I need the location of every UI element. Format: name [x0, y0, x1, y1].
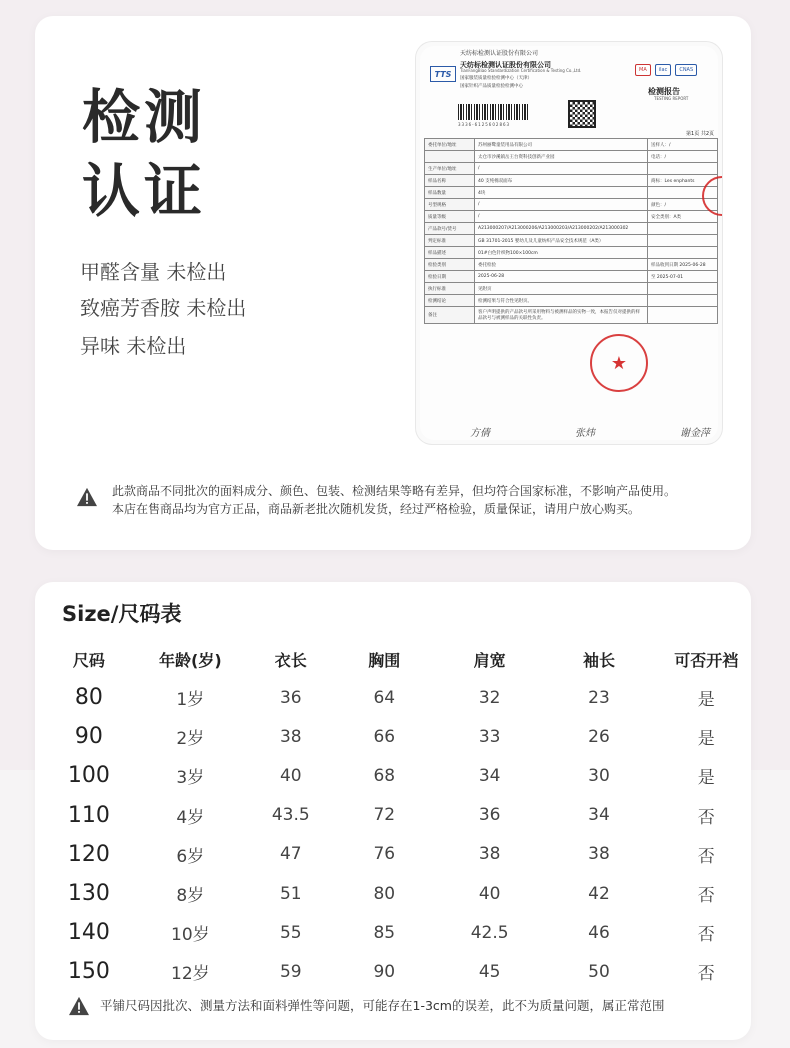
cert-row-extra: 送样人：/ [648, 139, 718, 151]
certificate-paper [420, 46, 718, 440]
size-table-row [52, 678, 752, 717]
size-chart-title: Size/尺码表 [62, 602, 182, 626]
size-table-cell: 140 [67, 920, 110, 946]
cert-row-value: / [475, 199, 648, 211]
batch-notice-line1: 此款商品不同批次的面料成分、颜色、包装、检测结果等略有差异，但均符合国家标准，不影响产品使用。 [112, 484, 677, 498]
header-length: 衣长 [274, 650, 307, 670]
size-table-cell: 43.5 [271, 805, 310, 826]
signature-2: 张炜 [575, 428, 595, 439]
cert-page-number: 第1页 共2页 [686, 131, 714, 137]
cert-row-extra [648, 223, 718, 235]
batch-notice-text [112, 482, 676, 518]
size-table-cell: 90 [373, 961, 396, 982]
cert-row-label: 检测结论 [425, 295, 475, 307]
cnas-mark: CNAS [675, 64, 697, 76]
size-table-cell: 55 [279, 922, 302, 943]
cert-row-value: 01#白色针织物100×100cm [475, 247, 648, 259]
size-table-cell: 38 [478, 844, 501, 865]
size-table-cell: 68 [373, 765, 396, 786]
cert-row-extra: 电话：/ [648, 151, 718, 163]
cert-row [425, 307, 718, 324]
cert-row [425, 259, 718, 271]
signatures [470, 424, 710, 439]
size-table-cell: 85 [373, 922, 396, 943]
batch-notice [76, 482, 744, 518]
cert-row-value: 客户声明提供的产品款号所采用物料与被测样品的实物一致，本报告仅对提供的样品款号与被测样品的关联性负责。 [475, 307, 648, 324]
cert-row [425, 271, 718, 283]
certificate-image [416, 42, 722, 444]
barcode-number: 3336-6125602863 [458, 122, 511, 127]
size-table-cell: 是 [697, 690, 715, 711]
size-table-row [52, 952, 752, 991]
cert-row-extra: 颜色：/ [648, 199, 718, 211]
cert-header-org: 天纺标检测认证股份有限公司 [460, 50, 539, 57]
cert-row-label: 样品名称 [425, 175, 475, 187]
tts-logo: TTS [430, 66, 456, 82]
cert-row-label: 样品数量 [425, 187, 475, 199]
signature-1: 方倩 [470, 428, 490, 439]
report-title: 检测报告 [648, 87, 680, 96]
official-stamp [590, 334, 648, 392]
cert-row-extra [648, 283, 718, 295]
size-table-cell: 72 [373, 805, 396, 826]
cert-row-label: 检验类别 [425, 259, 475, 271]
size-table-cell: 8岁 [176, 886, 205, 907]
size-table-cell: 80 [74, 685, 103, 711]
report-subtitle: TESTING REPORT [654, 96, 689, 101]
size-table-cell: 40 [279, 765, 302, 786]
cert-row-value: 40 支纯棉双面布 [475, 175, 648, 187]
size-table-cell: 100 [67, 763, 110, 789]
size-table-cell: 1岁 [176, 690, 205, 711]
cert-row-value: 见附页 [475, 283, 648, 295]
size-table-cell: 42 [588, 883, 610, 904]
cert-row [425, 163, 718, 175]
cert-row-label: 执行标准 [425, 283, 475, 295]
cert-row [425, 247, 718, 259]
cert-row-extra: 安全类别：A类 [648, 211, 718, 223]
inspection-title-line1: 检测 [82, 83, 207, 151]
cert-row [425, 187, 718, 199]
size-table-cell: 否 [697, 807, 715, 828]
size-table-cell: 否 [697, 886, 715, 907]
cert-row-extra [648, 235, 718, 247]
size-table-row [52, 796, 752, 835]
size-table-cell: 否 [697, 925, 715, 946]
size-table-row [52, 756, 752, 795]
size-table-cell: 130 [67, 881, 110, 907]
header-open-crotch: 可否开裆 [674, 650, 739, 670]
size-table-cell: 59 [279, 961, 302, 982]
cert-table [424, 138, 718, 324]
size-table-cell: 80 [373, 883, 396, 904]
cert-row-extra [648, 295, 718, 307]
size-table-cell: 38 [588, 844, 610, 865]
size-table-cell: 42.5 [470, 922, 509, 943]
size-table-cell: 36 [279, 687, 302, 708]
feature-aromatic-amine: 致癌芳香胺 未检出 [80, 296, 247, 320]
size-table-cell: 120 [67, 841, 110, 867]
size-table-cell: 38 [279, 726, 302, 747]
cert-row-label: 备注 [425, 307, 475, 324]
cert-row-value: 检测结果与符合性见附页。 [475, 295, 648, 307]
size-table-cell: 26 [588, 726, 610, 747]
size-table-cell: 是 [697, 768, 715, 789]
cert-row [425, 283, 718, 295]
cert-row-label: 号型规格 [425, 199, 475, 211]
cert-line2: 国家针织产品质量检验检测中心 [460, 84, 523, 89]
cert-row [425, 175, 718, 187]
inspection-title-line2: 认证 [82, 157, 207, 225]
cert-row-value: 太仓市沙溪镇岳王台资科技创新产业园 [475, 151, 648, 163]
size-table-cell: 47 [279, 844, 302, 865]
size-table-row [52, 835, 752, 874]
size-table-cell: 4岁 [176, 807, 205, 828]
cert-row-label: 检验日期 [425, 271, 475, 283]
size-table-cell: 50 [588, 961, 610, 982]
cert-row [425, 235, 718, 247]
size-table-cell: 46 [588, 922, 610, 943]
size-table-cell: 是 [697, 729, 715, 750]
cert-row-label: 判定标准 [425, 235, 475, 247]
cert-row-value: 4块 [475, 187, 648, 199]
stamp-star-icon: ★ [610, 352, 628, 374]
size-table-cell: 150 [67, 959, 110, 985]
size-table-cell: 34 [478, 765, 501, 786]
cert-row [425, 199, 718, 211]
cert-row-extra: 至 2025-07-01 [648, 271, 718, 283]
cert-row-value: A213000207/A213000206/A213000203/A213000202/A213000302 [475, 223, 648, 235]
header-shoulder: 肩宽 [473, 650, 506, 670]
size-table-header-row [52, 640, 752, 678]
cert-row [425, 211, 718, 223]
size-table-cell: 3岁 [176, 768, 205, 789]
cert-row-extra [648, 247, 718, 259]
signature-3: 谢金萍 [680, 428, 710, 439]
cert-row-label: 产品款号/货号 [425, 223, 475, 235]
size-table-cell: 30 [588, 765, 610, 786]
size-table [52, 640, 752, 992]
cert-line1: 国家服装质量检验检测中心（天津） [460, 76, 532, 81]
feature-odor: 异味 未检出 [80, 334, 187, 358]
size-table-cell: 2岁 [176, 729, 205, 750]
cert-row [425, 151, 718, 163]
size-table-cell: 10岁 [171, 925, 210, 946]
size-table-cell: 否 [697, 964, 715, 985]
size-table-cell: 6岁 [176, 846, 205, 867]
cert-row-value: 委托检验 [475, 259, 648, 271]
header-size: 尺码 [72, 650, 105, 670]
ma-mark: MA [635, 64, 651, 76]
size-table-cell: 32 [478, 687, 501, 708]
cert-row-value: 2025-06-28 [475, 271, 648, 283]
cert-org-name: 天纺标检测认证股份有限公司 [460, 61, 551, 69]
size-table-row [52, 874, 752, 913]
size-table-row [52, 913, 752, 952]
cert-row-value: GB 31701-2015 婴幼儿及儿童纺织产品安全技术规范（A类） [475, 235, 648, 247]
cert-row-extra [648, 307, 718, 324]
size-table-cell: 36 [478, 805, 501, 826]
cert-row-label: 生产单位/地址 [425, 163, 475, 175]
measurement-notice-text: 平铺尺码因批次、测量方法和面料弹性等问题，可能存在1-3cm的误差，此不为质量问题，属正常范围 [100, 998, 665, 1013]
cert-row-label [425, 151, 475, 163]
cert-org-en: TianFangBiao Standardization Certification & Testing Co.,Ltd. [460, 68, 582, 73]
qr-code-icon [568, 100, 596, 128]
size-table-cell: 12岁 [171, 964, 210, 985]
size-table-cell: 51 [279, 883, 302, 904]
size-table-row [52, 717, 752, 756]
cert-row-extra: 商标：Les enphants [648, 175, 718, 187]
inspection-title [82, 80, 206, 228]
measurement-notice [68, 996, 664, 1016]
size-table-cell: 110 [67, 802, 110, 828]
warning-triangle-icon [68, 996, 90, 1016]
cert-row-extra [648, 163, 718, 175]
batch-notice-line2: 本店在售商品均为官方正品，商品新老批次随机发货，经过严格检验，质量保证，请用户放心购买。 [112, 502, 641, 516]
cert-row [425, 223, 718, 235]
barcode-icon [458, 104, 530, 120]
size-table-cell: 64 [373, 687, 396, 708]
cert-row [425, 295, 718, 307]
cert-row-value: 苏州丽鹭童装用品有限公司 [475, 139, 648, 151]
cert-row [425, 139, 718, 151]
cert-marks [635, 64, 697, 76]
size-table-cell: 66 [373, 726, 396, 747]
size-table-cell: 23 [588, 687, 610, 708]
size-table-cell: 否 [697, 846, 715, 867]
warning-triangle-icon [76, 487, 98, 507]
size-table-cell: 45 [478, 961, 501, 982]
cert-row-label: 样品描述 [425, 247, 475, 259]
size-table-cell: 90 [74, 724, 103, 750]
size-table-cell: 34 [588, 805, 610, 826]
ilac-mark: ilac [655, 64, 672, 76]
feature-formaldehyde: 甲醛含量 未检出 [80, 260, 227, 284]
header-age: 年龄(岁) [159, 650, 222, 670]
header-sleeve: 袖长 [582, 650, 615, 670]
size-table-cell: 76 [373, 844, 396, 865]
cert-row-value: / [475, 163, 648, 175]
size-table-cell: 40 [478, 883, 501, 904]
cert-row-extra: 样品收到日期 2025-06-28 [648, 259, 718, 271]
cert-row-label: 委托单位/地址 [425, 139, 475, 151]
header-chest: 胸围 [368, 650, 401, 670]
cert-row-label: 质量等级 [425, 211, 475, 223]
cert-row-value: / [475, 211, 648, 223]
size-table-cell: 33 [478, 726, 501, 747]
